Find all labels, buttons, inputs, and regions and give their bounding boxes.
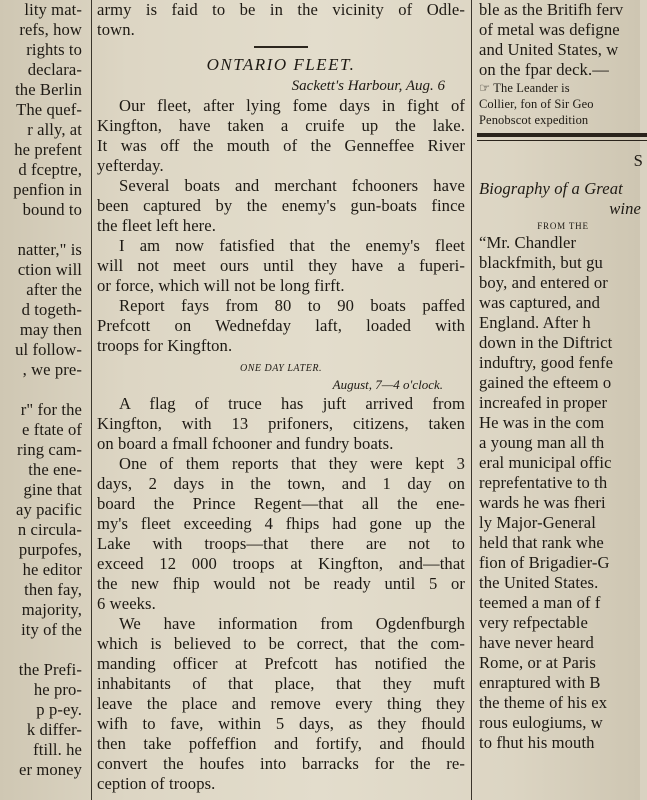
text-line: One of them reports that they were kept 3 <box>119 454 465 473</box>
right-top-text <box>477 0 647 80</box>
text-line: ly Major-General <box>479 513 596 532</box>
text-line: purpofes, <box>18 540 82 559</box>
text-line: ay pacific <box>16 500 82 519</box>
paragraph <box>97 176 465 236</box>
biography-body <box>477 233 647 753</box>
text-line: Several boats and merchant fchooners have <box>119 176 465 195</box>
text-line: lity mat- <box>24 0 82 19</box>
text-line: may then <box>19 320 82 339</box>
text-line: will not meet ours until they have a fuperi- <box>97 256 465 275</box>
text-line: the new fhip would not be ready until 5 or <box>97 574 465 593</box>
text-line: the fleet left here. <box>97 216 217 235</box>
text-line: gine that <box>23 480 82 499</box>
text-line: a young man all th <box>479 433 605 452</box>
text-line: on the fpar deck.— <box>479 60 609 79</box>
text-line: been captured by the enemy's gun-boats fince <box>97 196 465 215</box>
text-line: d togeth- <box>21 300 82 319</box>
paragraph <box>97 614 465 794</box>
paragraph <box>97 236 465 296</box>
text-line: ring cam- <box>17 440 82 459</box>
text-line: held that rank whe <box>479 533 604 552</box>
text-line: he editor <box>22 560 82 579</box>
text-line: manding officer at Prefcott has notified the <box>97 654 465 673</box>
text-line: er money <box>18 760 82 779</box>
article-body <box>97 96 465 356</box>
text-line: ception of troops. <box>97 774 216 793</box>
text-line: rights to <box>26 40 82 59</box>
text-line: r ally, at <box>27 120 82 139</box>
text-line: Penobscot expedition <box>479 113 589 127</box>
text-line: Report fays from 80 to 90 boats paffed <box>119 296 465 315</box>
text-line: 6 weeks. <box>97 594 156 613</box>
section-rule-thin <box>477 140 647 141</box>
text-line: then fay, <box>24 580 82 599</box>
text-line: the Prefi- <box>18 660 82 679</box>
text-line: the ene- <box>28 460 82 479</box>
text-line: fion of Brigadier-G <box>479 553 610 572</box>
text-line <box>0 380 86 400</box>
text-line: majority, <box>21 600 82 619</box>
text-line: army is faid to be in the vicinity of Odle- <box>97 0 465 19</box>
text-line: d fceptre, <box>18 160 82 179</box>
text-line: very refpectable <box>479 613 588 632</box>
text-line: The quef- <box>16 100 82 119</box>
text-line: k differ- <box>26 720 82 739</box>
paragraph <box>97 96 465 176</box>
text-line: teemed a man of f <box>479 593 601 612</box>
section-rule-thick <box>477 133 647 137</box>
middle-column <box>97 0 465 800</box>
right-column <box>477 0 647 800</box>
text-line: Prefcott on Wednefday laft, loaded with <box>97 316 465 335</box>
column-rule-left <box>91 0 92 800</box>
text-line: ftill. he <box>33 740 82 759</box>
text-line: inhabitants of that place, that they muft <box>97 674 465 693</box>
text-line: ☞ The Leander is <box>479 81 570 95</box>
text-line: “Mr. Chandler <box>479 233 577 252</box>
text-line: , we pre- <box>22 360 82 379</box>
text-line: England. After h <box>479 313 591 332</box>
text-line: wards he was fheri <box>479 493 606 512</box>
text-line <box>0 220 86 240</box>
text-line: natter," is <box>17 240 82 259</box>
text-line: the theme of his ex <box>479 693 608 712</box>
text-line <box>0 640 86 660</box>
text-line: yefterday. <box>97 156 164 175</box>
text-line: We have information from Ogdenfburgh <box>119 614 465 633</box>
text-line: board the Prince Regent—that all the ene- <box>97 494 465 513</box>
text-line: bound to <box>22 200 82 219</box>
paragraph <box>97 454 465 614</box>
text-line: he pro- <box>33 680 82 699</box>
text-line: down in the Diftrict <box>479 333 613 352</box>
later-news-body <box>97 394 465 794</box>
text-line: wifh to fave, within 5 days, as they fhould <box>97 714 465 733</box>
text-line: declara- <box>27 60 82 79</box>
later-news-dateline: August, 7—4 o'clock. <box>332 377 443 392</box>
text-line: Our fleet, after lying fome days in fight of <box>119 96 465 115</box>
text-line: p p-ey. <box>36 700 82 719</box>
text-line: which is believed to be correct, that the com- <box>97 634 465 653</box>
text-line: He was in the com <box>479 413 605 432</box>
column-rule-right <box>471 0 472 800</box>
text-line: days, 2 days in the town, and 1 day on <box>97 474 465 493</box>
text-line: exceed 12 000 troops at Kingfton, and—that <box>97 554 465 573</box>
text-line: and United States, w <box>479 40 619 59</box>
text-line: e ftate of <box>22 420 82 439</box>
paragraph <box>97 296 465 356</box>
text-line: Lake with troops—that there are not to <box>97 534 465 553</box>
text-line: ul follow- <box>15 340 82 359</box>
text-line: ction will <box>17 260 82 279</box>
preceding-article-tail <box>97 0 465 40</box>
text-line: of metal was defigne <box>479 20 620 39</box>
text-line: the Berlin <box>15 80 82 99</box>
text-line: Collier, fon of Sir Geo <box>479 97 594 111</box>
text-line: was captured, and <box>479 293 601 312</box>
text-line: A flag of truce has juft arrived from <box>119 394 465 413</box>
text-line: then take poffeffion and fortify, and fhould <box>97 734 465 753</box>
paragraph <box>97 394 465 454</box>
article-dateline: Sackett's Harbour, Aug. 6 <box>291 78 445 94</box>
text-line: boy, and entered or <box>479 273 608 292</box>
text-line: n circula- <box>17 520 82 539</box>
leander-notice <box>477 80 647 128</box>
text-line: town. <box>97 20 135 39</box>
text-line: to fhut his mouth <box>479 733 595 752</box>
text-line: after the <box>26 280 82 299</box>
from-line: FROM THE <box>537 221 589 231</box>
later-news-subhead: ONE DAY LATER. <box>240 363 322 374</box>
biography-title-2: wine <box>609 199 641 218</box>
text-line: eral municipal offic <box>479 453 612 472</box>
text-line: my's fleet exceeding 4 fhips had gone up the <box>97 514 465 533</box>
text-line: ble as the Britifh ferv <box>479 0 624 19</box>
text-line: troops for Kingfton. <box>97 336 233 355</box>
text-line: the United States. <box>479 573 599 592</box>
text-line: have never heard <box>479 633 594 652</box>
text-line: leave the place and remove every thing they <box>97 694 465 713</box>
text-line: Kingfton, with 13 prifoners, citizens, taken <box>97 414 465 433</box>
text-line: refs, how <box>19 20 82 39</box>
text-line: on board a fmall fchooner and fundry boats. <box>97 434 394 453</box>
text-line: convert the houfes into barracks for the re- <box>97 754 465 773</box>
article-heading: ONTARIO FLEET. <box>206 55 356 74</box>
section-letter: S <box>633 151 643 170</box>
text-line: reprefentative to th <box>479 473 608 492</box>
text-line: he prefent <box>14 140 82 159</box>
text-line: penfion in <box>13 180 82 199</box>
section-divider <box>254 46 308 48</box>
text-line: or force, which will not be long firft. <box>97 276 345 295</box>
text-line: induftry, good fenfe <box>479 353 614 372</box>
text-line: r" for the <box>20 400 82 419</box>
text-line: rous eulogiums, w <box>479 713 603 732</box>
left-column <box>0 0 86 800</box>
text-line: Rome, or at Paris <box>479 653 596 672</box>
text-line: increafed in proper <box>479 393 608 412</box>
text-line: ity of the <box>21 620 82 639</box>
biography-title: Biography of a Great <box>479 179 623 198</box>
text-line: It was off the mouth of the Genneffee River <box>97 136 465 155</box>
text-line: gained the efteem o <box>479 373 612 392</box>
text-line: I am now fatisfied that the enemy's fleet <box>119 236 465 255</box>
text-line: enraptured with B <box>479 673 601 692</box>
text-line: Kingfton, have taken a cruife up the lake. <box>97 116 465 135</box>
text-line: blackfmith, but gu <box>479 253 603 272</box>
